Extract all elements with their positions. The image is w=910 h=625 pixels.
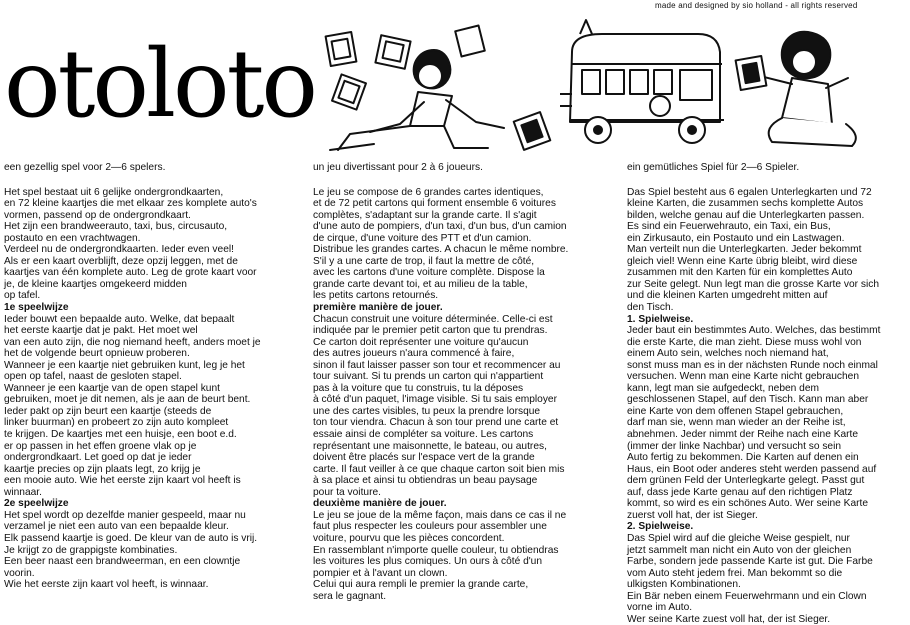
french-line: voiture, pourvu que les pièces concordent. (313, 532, 505, 544)
german-line: bilden, welche genau auf die Unterlegkarten passen. (627, 209, 865, 221)
dutch-rules-column (4, 162, 304, 591)
german-line: ein Zirkusauto, ein Postauto und ein Lastwagen. (627, 232, 845, 244)
card-icon-top-middle (375, 35, 410, 69)
french-line: et de 72 petit cartons qui forment ensemble 6 voitures (313, 198, 556, 210)
french-line: Celui qui aura rempli le premier la grande carte, (313, 579, 529, 591)
dutch-line: een mooie auto. Wie het eerste zijn kaart vol heeft is (4, 475, 241, 487)
german-line: Das Spiel wird auf die gleiche Weise gespielt, nur (627, 532, 850, 544)
dutch-line: winnaar. (4, 486, 42, 498)
german-line: Auto fertig zu bekommen. Die Karten auf denen ein (627, 452, 859, 464)
german-line: zuerst voll hat, der ist Sieger. (627, 509, 758, 521)
french-line: pompier et à l'avant un clown. (313, 567, 448, 579)
german-line: und die kleinen Karten umgedreht mitten auf (627, 290, 828, 302)
dutch-line: Wie het eerste zijn kaart vol heeft, is winnaar. (4, 579, 209, 591)
german-line: vorne im Auto. (627, 602, 693, 614)
german-line: den Tisch. (627, 302, 674, 314)
french-line: à sa place et ainsi tu obtiendras un beau paysage (313, 475, 538, 487)
german-intro: ein gemütliches Spiel für 2—6 Spieler. (627, 162, 800, 173)
german-line: Wer seine Karte zuest voll hat, der ist Sieger. (627, 613, 831, 625)
dutch-line: kaartjes van één komplete auto. Leg de grote kaart voor (4, 267, 257, 279)
german-line: zur Seite gelegt. Nun legt man die grosse Karte vor sich (627, 278, 879, 290)
french-line: pas à la voiture que tu construis, tu la déposes (313, 382, 524, 394)
german-line: Jeder baut ein bestimmtes Auto. Welches, das bestimmt (627, 325, 881, 337)
dutch-line: linker buurman) en probeert zo zijn auto kompleet (4, 417, 229, 429)
dutch-line: Wanneer je een kaartje van de open stapel kunt (4, 382, 220, 394)
dutch-line: Als er een kaart overblijft, deze opzij leggen, met de (4, 255, 238, 267)
french-rules-column (313, 162, 613, 602)
german-line: Farbe, sondern jede passende Karte ist gut. Die Farbe (627, 556, 873, 568)
german-line: abnehmen. Jeder nimmt der Reihe nach eine Karte (627, 429, 859, 441)
french-line: doivent être placés sur l'espace vert de la grande (313, 452, 535, 464)
german-heading-2: 2. Spielweise. (627, 521, 694, 533)
card-icon-top-right (455, 25, 485, 56)
german-line: gleich viel! Wenn eine Karte übrig bleibt, wird diese (627, 255, 858, 267)
german-line: dem grünen Feld der Unterlegkarte gelegt. Passt gut (627, 475, 865, 487)
dutch-line: Ieder pakt op zijn beurt een kaartje (steeds de (4, 405, 212, 417)
dutch-line: het eerste kaartje dat je pakt. Het moet wel (4, 325, 198, 337)
french-line: sera le gagnant. (313, 590, 387, 602)
dutch-line: je, de kleine kaartjes omgekeerd midden (4, 278, 187, 290)
german-line: auf, dass jede Karte genau auf den richtigen Platz (627, 486, 853, 498)
german-line: sonst muss man es in der nächsten Runde noch einmal (627, 359, 878, 371)
dutch-line: Ieder bouwt een bepaalde auto. Welke, dat bepaalt (4, 313, 235, 325)
german-line: einem Auto sein, welches noch niemand hat, (627, 348, 829, 360)
french-line: d'une auto de pompiers, d'un taxi, d'un bus, d'un camion (313, 221, 567, 233)
french-line: des autres joueurs n'aura commencé à faire, (313, 348, 515, 360)
french-line: avec les cartons d'une voiture complète. Dispose la (313, 267, 545, 279)
german-line: Es sind ein Feuerwehrauto, ein Taxi, ein Bus, (627, 221, 831, 233)
dutch-line: er op passen in het effen groene vlak op je (4, 440, 197, 452)
french-line: Chacun construit une voiture déterminée. Celle-ci est (313, 313, 553, 325)
french-line: représentant une maisonnette, le bateau, ou autres, (313, 440, 547, 452)
dutch-line: kaartje precies op zijn plaats legt, zo krijg je (4, 463, 201, 475)
german-line: jetzt sammelt man nicht ein Auto von der gleichen (627, 544, 852, 556)
french-line: tour suivant. Si tu prends un carton qui n'appartient (313, 371, 544, 383)
dutch-line: Je krijgt zo de grappigste kombinaties. (4, 544, 178, 556)
french-line: les petits cartons retournés. (313, 290, 439, 302)
german-rules-column (627, 162, 910, 625)
dutch-line: postauto en een vrachtwagen. (4, 232, 141, 244)
german-line: zusammen mit den Karten für ein komplettes Auto (627, 267, 853, 279)
card-icon-mid-left (332, 74, 366, 109)
dutch-line: op tafel. (4, 290, 41, 302)
german-heading-1: 1. Spielweise. (627, 313, 694, 325)
german-line: Das Spiel besteht aus 6 egalen Unterlegkarten und 72 (627, 186, 872, 198)
dutch-line: Elk passend kaartje is goed. De kleur van de auto is vrij. (4, 532, 258, 544)
boy-with-cards-illustration (322, 20, 562, 160)
german-line: Man verteilt nun die Unterlegkarten. Jeder bekommt (627, 244, 862, 256)
dutch-line: van een auto zijn, die nog niemand heeft, anders moet je (4, 336, 261, 348)
german-line: ulkigsten Kombinationen. (627, 579, 741, 591)
dutch-line: Het spel bestaat uit 6 gelijke ondergrondkaarten, (4, 186, 224, 198)
french-line: S'il y a une carte de trop, il faut la mettre de côté, (313, 255, 535, 267)
french-line: à côté d'un paquet, l'image visible. Si tu sais employer (313, 394, 557, 406)
dutch-line: verzamel je niet een auto van een bepaalde kleur. (4, 521, 229, 533)
french-line: complètes, s'adaptant sur la grande carte. Il s'agit (313, 209, 537, 221)
french-intro: un jeu divertissant pour 2 à 6 joueurs. (313, 162, 483, 173)
french-line: une des cartes visibles, tu peux la prendre lorsque (313, 405, 541, 417)
dutch-line: het de volgende beurt opnieuw proberen. (4, 348, 190, 360)
dutch-line: vormen, passend op de ondergrondkaart. (4, 209, 191, 221)
german-line: (immer der linke Nachbar) und versucht so sein (627, 440, 842, 452)
french-line: Le jeu se compose de 6 grandes cartes identiques, (313, 186, 544, 198)
dutch-heading-2: 2e speelwijze (4, 498, 69, 510)
french-line: Ce carton doit représenter une voiture qu'aucun (313, 336, 529, 348)
french-line: sinon il faut laisser passer son tour et recommencer au (313, 359, 561, 371)
french-line: de cirque, d'une voiture des PTT et d'un camion. (313, 232, 532, 244)
bus-illustration (560, 14, 735, 154)
french-line: carte. Il faut veiller à ce que chaque carton soit bien mis (313, 463, 565, 475)
german-line: vom Auto steht jedem frei. Man bekommt so die (627, 567, 843, 579)
french-line: Distribue les grandes cartes. A chacun le même nombre. (313, 244, 569, 256)
german-line: darf man sie, wenn man wieder an der Reihe ist, (627, 417, 846, 429)
french-line: pour ta voiture. (313, 486, 381, 498)
french-heading-2: deuxième manière de jouer. (313, 498, 447, 510)
dutch-intro: een gezellig spel voor 2—6 spelers. (4, 162, 166, 173)
girl-with-card-illustration (726, 18, 876, 158)
french-line: Le jeu se joue de la même façon, mais dans ce cas il ne (313, 509, 567, 521)
dutch-line: ondergrondkaart. Let goed op dat je ieder (4, 452, 192, 464)
dutch-line: Verdeel nu de ondergrondkaarten. Ieder even veel! (4, 244, 234, 256)
german-line: kann, legt man sie aufgedeckt, neben dem (627, 382, 819, 394)
dutch-line: Het spel wordt op dezelfde manier gespeeld, maar nu (4, 509, 246, 521)
otoloto-logo: otoloto (4, 30, 315, 139)
french-line: ton tour viendra. Chacun à son tour prend une carte et (313, 417, 559, 429)
french-line: les voitures les plus comiques. Un ours à côté d'un (313, 556, 543, 568)
german-line: Ein Bär neben einem Feuerwehrmann und ein Clown (627, 590, 867, 602)
card-icon-top-left (326, 32, 357, 66)
french-line: faut plus respecter les couleurs pour assembler une (313, 521, 547, 533)
german-line: eine Karte von dem offenen Stapel gebrauchen, (627, 405, 844, 417)
french-heading-1: première manière de jouer. (313, 302, 443, 314)
french-line: grande carte devant toi, et au milieu de la table, (313, 278, 528, 290)
french-line: En rassemblant n'importe quelle couleur, tu obtiendras (313, 544, 559, 556)
german-line: versuchen. Wenn man eine Karte nicht gebrauchen (627, 371, 860, 383)
dutch-heading-1: 1e speelwijze (4, 302, 69, 314)
dutch-line: en 72 kleine kaartjes die met elkaar zes komplete auto's (4, 198, 257, 210)
german-line: Haus, ein Boot oder anderes steht werden passend auf (627, 463, 877, 475)
french-line: indiquée par le premier petit carton que tu prendras. (313, 325, 548, 337)
dutch-line: Het zijn een brandweerauto, taxi, bus, circusauto, (4, 221, 228, 233)
dutch-line: gebruiken, moet je dit nemen, als je aan de beurt bent. (4, 394, 251, 406)
german-line: kommt, so wird es ein schönes Auto. Wer seine Karte (627, 498, 869, 510)
german-line: geschlossenen Stapel, auf den Tisch. Kann man aber (627, 394, 869, 406)
dutch-line: Wanneer je een kaartje niet gebruiken kunt, leg je het (4, 359, 245, 371)
dutch-line: te krijgen. De kaartjes met een huisje, een boot e.d. (4, 429, 237, 441)
dutch-line: open op tafel, naast de gesloten stapel. (4, 371, 182, 383)
german-line: die erste Karte, die man zieht. Diese muss wohl von (627, 336, 862, 348)
french-line: essaie ainsi de compléter sa voiture. Les cartons (313, 429, 534, 441)
dutch-line: voorin. (4, 567, 35, 579)
credit-line: made and designed by sio holland - all rights reserved (655, 1, 858, 10)
german-line: kleine Karten, die zusammen sechs komplette Autos (627, 198, 864, 210)
dutch-line: Een beer naast een brandweerman, en een clowntje (4, 556, 241, 568)
